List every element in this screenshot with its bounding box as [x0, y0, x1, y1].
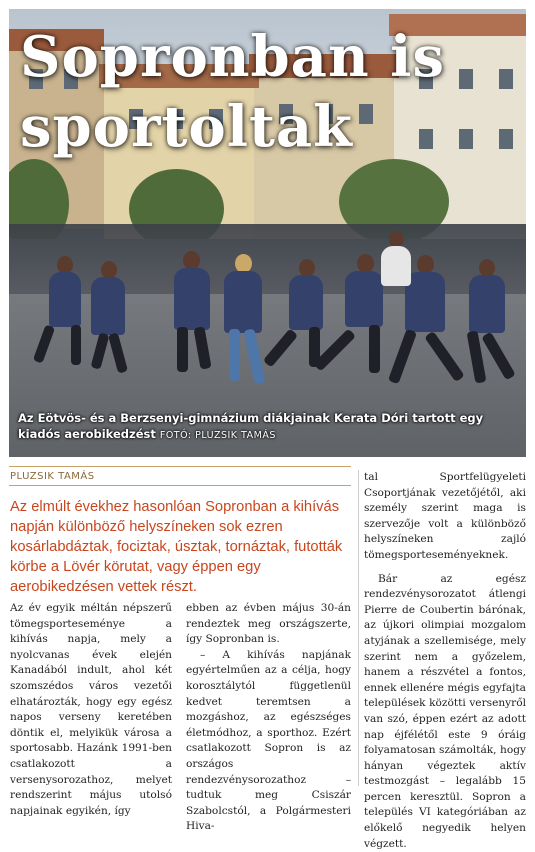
- body-paragraph: tal Sportfelügyeleti Csoportjának vezetőjétől, aki személy szerint maga is szervezője volt a különböző helyszíneken zajló tömegsporteseményeknek.: [364, 471, 526, 561]
- body-paragraph: – A kihívás napjának egyértelműen az a célja, hogy korosztálytól függetlenül kedvet teremtsen a mozgáshoz, az egészséges életmódhoz, a sporthoz. Ezért csatlakozott Sopron is az országos rendezvénysorozathoz – tudtuk meg Csiszár Szabolcstól, a Polgármesteri Hiva-: [186, 648, 351, 833]
- author-byline: PLUZSIK TAMÁS: [10, 471, 95, 482]
- body-column-3: [364, 470, 526, 852]
- body-paragraph: Bár az egész rendezvénysorozatot átlengi Pierre de Coubertin bárónak, az újkori olimpiai mozgalom atyjának a szellemisége, mely szerint nem a győzelem, hanem a részvétel a fontos, ennek ellenére mégis egyfajta települések közötti versenyről van szó, éppen ezért az adott nap éjfélétől este 9 óráig folyamatosan számolták, hogy hányan végeztek aktív testmozgást – legalább 15 percen keresztül. Sopron a település VI kategóriában az előkelő negyedik helyen végzett.: [364, 572, 526, 850]
- byline-top-rule: [9, 466, 351, 467]
- body-column-1: [10, 601, 172, 819]
- body-paragraph: Az év egyik méltán népszerű tömegsporteseménye a kihívás napja, mely a nyolcvanas évek elején Kanadából indult, ahol két szomszédos város vezetői elhatározták, hogy egy egész napos verseny keretében döntik el, melyikük városa a sportosabb. Hazánk 1991-ben csatlakozott a versenysorozathoz, melyet rendszerint május utolsó napjainak egyikén, így: [10, 602, 172, 817]
- byline-bottom-rule: [9, 485, 351, 486]
- photo-credit: FOTÓ: PLUZSIK TAMÁS: [159, 430, 276, 441]
- photo-caption: [18, 410, 513, 444]
- article-lead: Az elmúlt évekhez hasonlóan Sopronban a kihívás napján különböző helyszíneken sok ezren kosárlabdáztak, fociztak, úsztak, tornáztak, futották körbe a Lövér körutat, vagy éppen egy aerobikedzésen vettek részt.: [10, 499, 343, 595]
- body-column-2: [186, 601, 351, 835]
- column-divider: [358, 470, 359, 786]
- article-headline: Sopronban is sportoltak: [20, 24, 445, 160]
- photo-caption-text: Az Eötvös- és a Berzsenyi-gimnázium diákjainak Kerata Dóri tartott egy kiadós aerobikedzést: [18, 411, 484, 441]
- body-paragraph: ebben az évben május 30-án rendeztek meg országszerte, így Sopronban is.: [186, 602, 351, 646]
